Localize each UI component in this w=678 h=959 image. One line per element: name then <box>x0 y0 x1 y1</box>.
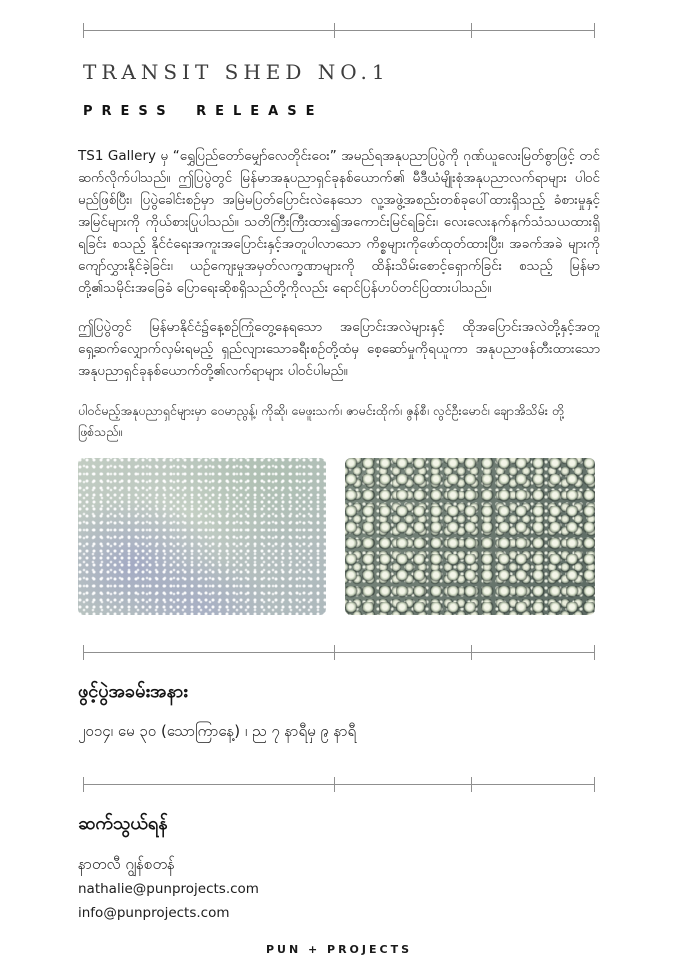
press-release-label: PRESS RELEASE <box>83 104 324 119</box>
ruler-tick <box>594 23 595 38</box>
ruler-tick <box>83 645 84 660</box>
paragraph-exhibition-theme: ဤပြပွဲတွင် မြန်မာနိုင်ငံ၌နေ့စဉ်ကြုံတွေ့နေရသော အပြောင်းအလဲများနှင့် ထိုအပြောင်းအလဲတို့နှင့်အတူ ရှေ့ဆက်လျှောက်လှမ်းရမည့် ရှည်လျားသောခရီးစဉ်တို့ထံမှ စေ့ဆော်မှုကိုရယူကာ အနုပညာဖန်တီးထားသော အနုပညာရှင်ခုနစ်ယောက်တို့၏လက်ရာများ ပါဝင်ပါမည်။ <box>78 319 600 379</box>
paragraph-artist-list: ပါဝင်မည့်အနုပညာရှင်များမှာ ဝေမာညွန့်၊ ကိုဆို၊ မေဖူးသက်၊ ဇာမင်းထိုက်၊ ဇွန်စီ၊ လွင်ဦးမောင်၊ ချောအိသိမ်း တို့ဖြစ်သည်။ <box>78 403 565 439</box>
ruler-line <box>83 30 595 31</box>
page-title: TRANSIT SHED NO.1 <box>83 60 390 84</box>
paragraph-exhibition-intro: TS1 Gallery မှ “ရွှေပြည်တော်မျှော်လေတိုင်းဝေး” အမည်ရအနုပညာပြပွဲကို ဂုဏ်ယူလေးမြတ်စွာဖြင့် တင်ဆက်လိုက်ပါသည်။ ဤပြပွဲတွင် မြန်မာအနုပညာရှင်ခုနစ်ယောက်၏ မီဒီယံမျိုးစုံအနုပညာလက်ရာများ ပါဝင်မည်ဖြစ်ပြီး၊ ပြပွဲခေါင်းစဉ်မှာ အမြဲမပြတ်ပြောင်းလဲနေသော လူ့အဖွဲ့အစည်းတစ်ခုပေါ်ထားရှိသည့် ခံစားမှုနှင့် အမြင်များကို ကိုယ်စားပြုပါသည်။ သတိကြီးကြီးထား၍အကောင်းမြင်ရခြင်း၊ လေးလေးနက်နက်သံသယထားရှိရခြင်း စသည့် နိုင်ငံရေးအကူးအပြောင်းနှင့်အတူပါလာသော ကိစ္စများကိုဖော်ထုတ်ထားပြီး၊ အခက်အခဲ များကိုကျော်လွှားနိုင်ခဲ့ခြင်း၊ ယဉ်ကျေးမှုအမှတ်လက္ခဏာများကို ထိန်းသိမ်းစောင့်ရှောက်ခြင်း စသည့် မြန်မာ တို့၏သမိုင်းအခြေခံ ပြောရေးဆိုစရှိသည်တို့ကိုလည်း ရောင်ပြန်ဟပ်တင်ပြထားပါသည်။ <box>78 148 600 296</box>
contact-email-secondary: info@punprojects.com <box>78 905 230 921</box>
contact-person-name: နာတလီ ဂျွန်စတန် <box>78 855 175 873</box>
opening-ceremony-heading: ဖွင့်ပွဲအခမ်းအနား <box>78 681 188 702</box>
ruler-tick <box>471 777 472 792</box>
ruler-divider-middle <box>83 645 595 660</box>
ruler-divider-bottom <box>83 777 595 792</box>
ruler-tick <box>334 645 335 660</box>
ruler-tick <box>594 645 595 660</box>
ruler-tick <box>471 645 472 660</box>
ruler-tick <box>83 777 84 792</box>
ruler-tick <box>83 23 84 38</box>
ruler-line <box>83 652 595 653</box>
contact-heading: ဆက်သွယ်ရန် <box>78 813 168 834</box>
ruler-tick <box>594 777 595 792</box>
ruler-tick <box>334 777 335 792</box>
opening-datetime: ၂၀၁၄၊ မေ ၃၀ (သောကြာနေ့) ၊ ည ၇ နာရီမှ ၉ နာရီ <box>78 722 357 740</box>
ruler-tick <box>334 23 335 38</box>
footer-brand-logo: PUN + PROJECTS <box>265 943 413 956</box>
ruler-line <box>83 784 595 785</box>
exhibition-photo-small-pearls <box>78 458 326 615</box>
exhibition-photo-large-pearls <box>345 458 595 615</box>
exhibition-image-row <box>78 458 600 615</box>
ruler-divider-top <box>83 23 595 38</box>
ruler-tick <box>471 23 472 38</box>
contact-email-primary: nathalie@punprojects.com <box>78 881 259 897</box>
